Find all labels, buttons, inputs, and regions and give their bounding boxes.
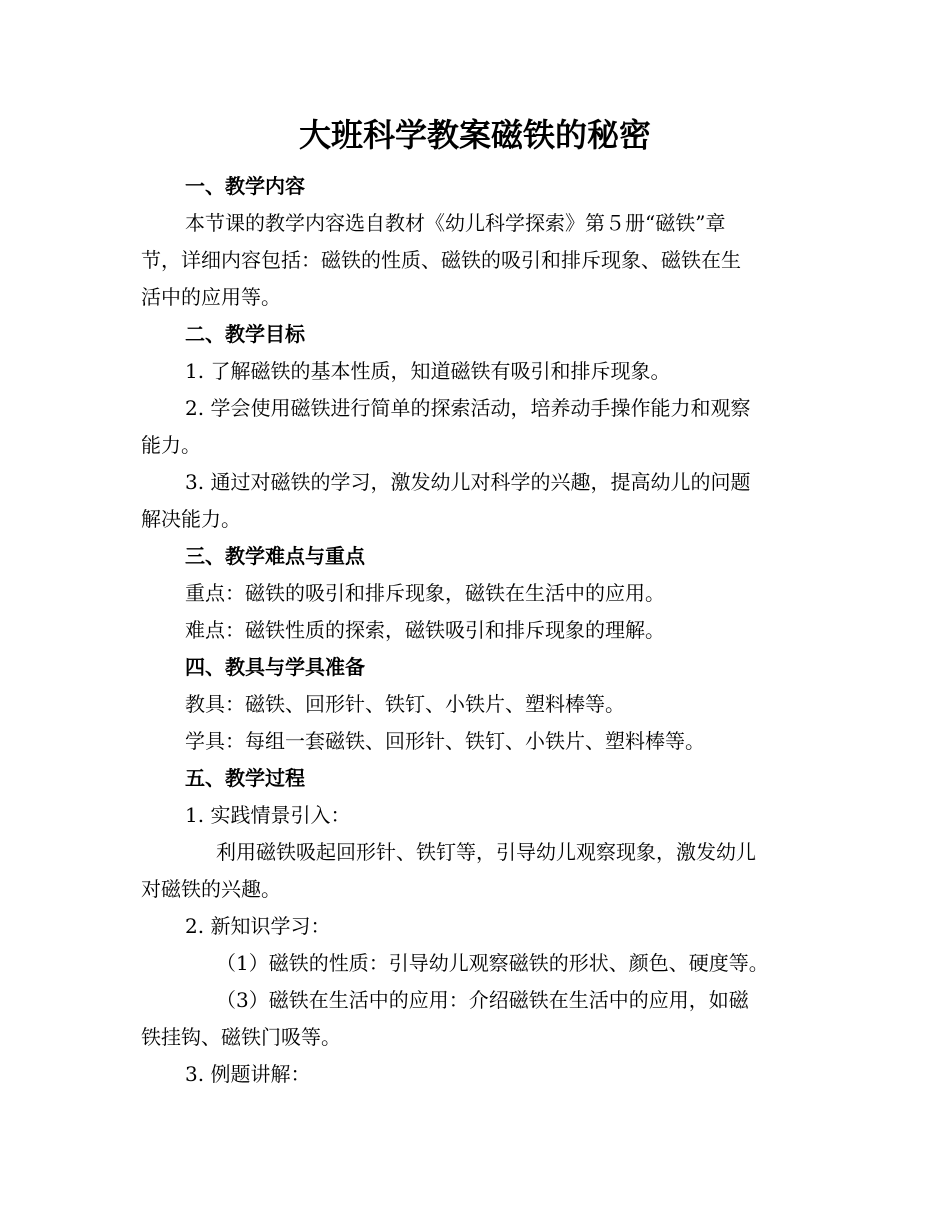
section-heading-5: 五、教学过程 <box>185 766 305 790</box>
section-heading-3: 三、教学难点与重点 <box>185 544 365 568</box>
list-item: 2. 学会使用磁铁进行简单的探索活动，培养动手操作能力和观察 <box>185 396 751 420</box>
section-heading-2: 二、教学目标 <box>185 322 305 346</box>
section-heading-1: 一、教学内容 <box>185 174 305 198</box>
paragraph-line: 能力。 <box>141 433 201 457</box>
paragraph-line: （3）磁铁在生活中的应用：介绍磁铁在生活中的应用，如磁 <box>216 988 749 1012</box>
document-title: 大班科学教案磁铁的秘密 <box>298 116 651 154</box>
paragraph-line: 本节课的教学内容选自教材《幼儿科学探索》第５册“磁铁”章 <box>185 211 726 235</box>
paragraph-line: 活中的应用等。 <box>141 285 281 309</box>
paragraph-line: 学具：每组一套磁铁、回形针、铁钉、小铁片、塑料棒等。 <box>185 729 705 753</box>
paragraph-line: 铁挂钩、磁铁门吸等。 <box>141 1025 341 1049</box>
list-item: 3. 通过对磁铁的学习，激发幼儿对科学的兴趣，提高幼儿的问题 <box>185 470 751 494</box>
paragraph-line: 重点：磁铁的吸引和排斥现象，磁铁在生活中的应用。 <box>185 581 665 605</box>
paragraph-line: 教具：磁铁、回形针、铁钉、小铁片、塑料棒等。 <box>185 692 625 716</box>
section-heading-4: 四、教具与学具准备 <box>185 655 365 679</box>
paragraph-line: 节，详细内容包括：磁铁的性质、磁铁的吸引和排斥现象、磁铁在生 <box>141 248 741 272</box>
paragraph-line: 对磁铁的兴趣。 <box>141 877 281 901</box>
paragraph-line: 解决能力。 <box>141 507 241 531</box>
paragraph-line: 利用磁铁吸起回形针、铁钉等，引导幼儿观察现象，激发幼儿 <box>216 840 756 864</box>
paragraph-line: 难点：磁铁性质的探索，磁铁吸引和排斥现象的理解。 <box>185 618 665 642</box>
list-item: 1. 了解磁铁的基本性质，知道磁铁有吸引和排斥现象。 <box>185 359 671 383</box>
list-item: 1. 实践情景引入： <box>185 803 351 827</box>
paragraph-line: （1）磁铁的性质：引导幼儿观察磁铁的形状、颜色、硬度等。 <box>216 951 769 975</box>
list-item: 3. 例题讲解： <box>185 1062 311 1086</box>
list-item: 2. 新知识学习： <box>185 914 331 938</box>
